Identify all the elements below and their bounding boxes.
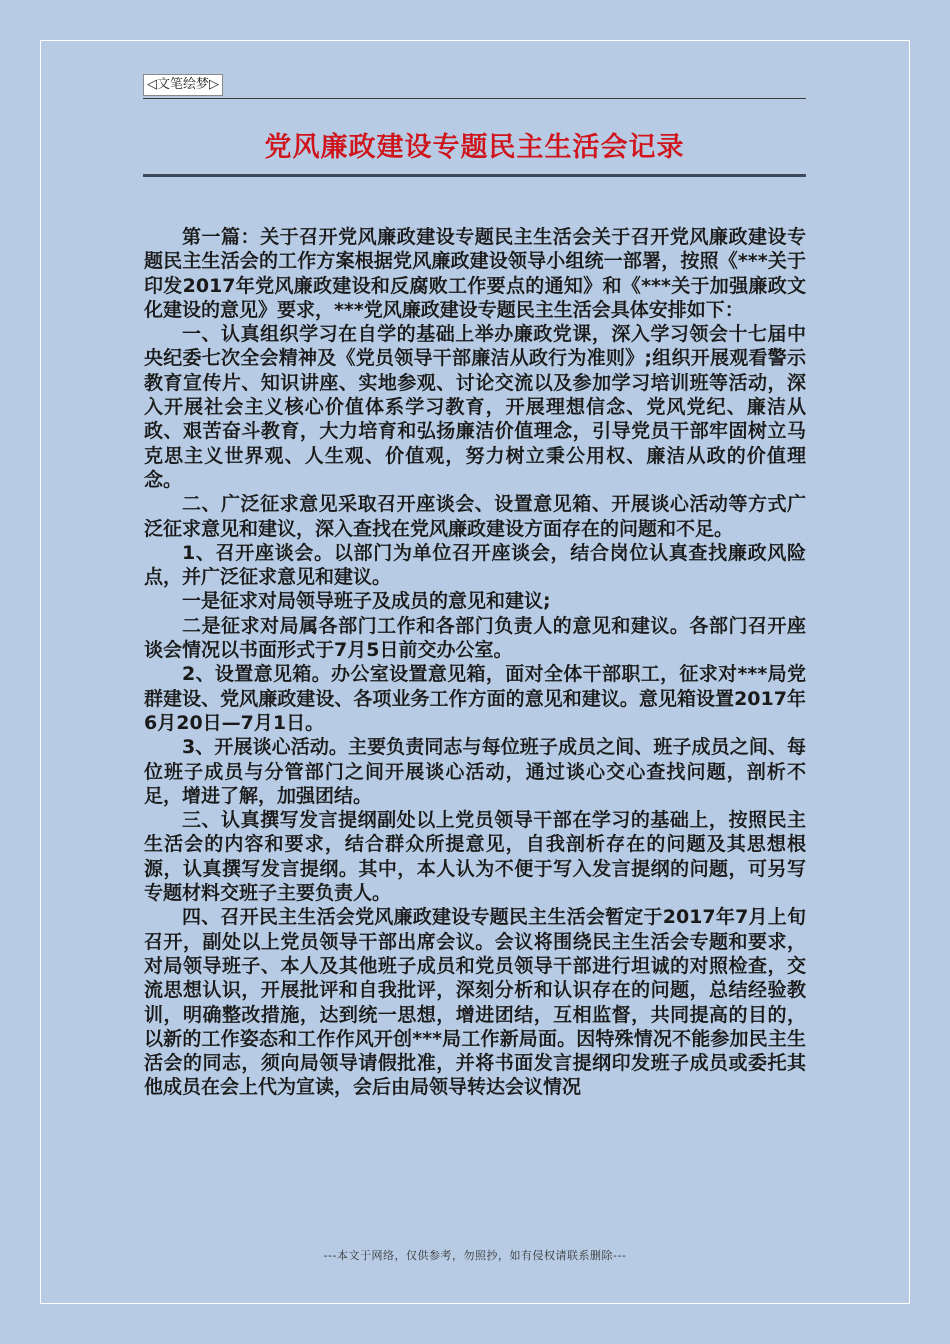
title-divider — [143, 174, 806, 177]
header-divider — [143, 98, 806, 99]
paragraph: 一、认真组织学习在自学的基础上举办廉政党课，深入学习领会十七届中央纪委七次全会精神及《党员领导干部廉洁从政行为准则》;组织开展观看警示教育宣传片、知识讲座、实地参观、讨论交流以及参加学习培训班等活动，深入开展社会主义核心价值体系学习教育，开展理想信念、党风党纪、廉洁从政、艰苦奋斗教育，大力培育和弘扬廉洁价值理念，引导党员干部牢固树立马克思主义世界观、人生观、价值观，努力树立秉公用权、廉洁从政的价值理念。 — [144, 323, 806, 491]
footer-disclaimer: ---本文于网络，仅供参考，勿照抄，如有侵权请联系删除--- — [323, 1249, 627, 1262]
paragraph: 三、认真撰写发言提纲副处以上党员领导干部在学习的基础上，按照民主生活会的内容和要求，结合群众所提意见，自我剖析存在的问题及其思想根源，认真撰写发言提纲。其中，本人认为不便于写入发言提纲的问题，可另写专题材料交班子主要负责人。 — [144, 809, 806, 905]
paragraph: 2、设置意见箱。办公室设置意见箱，面对全体干部职工，征求对***局党群建设、党风廉政建设、各项业务工作方面的意见和建议。意见箱设置2017年6月20日—7月1日。 — [144, 663, 806, 734]
paragraph: 一是征求对局领导班子及成员的意见和建议; — [182, 590, 551, 613]
paragraph: 第一篇：关于召开党风廉政建设专题民主生活会关于召开党风廉政建设专题民主生活会的工作方案根据党风廉政建设领导小组统一部署，按照《***关于印发2017年党风廉政建设和反腐败工作要点的通知》和《***关于加强廉政文化建设的意见》要求，***党风廉政建设专题民主生活会具体安排如下： — [144, 226, 806, 321]
paragraph: 二、广泛征求意见采取召开座谈会、设置意见箱、开展谈心活动等方式广泛征求意见和建议，深入查找在党风廉政建设方面存在的问题和不足。 — [144, 493, 806, 540]
paragraph: 四、召开民主生活会党风廉政建设专题民主生活会暂定于2017年7月上旬召开，副处以上党员领导干部出席会议。会议将围绕民主生活会专题和要求，对局领导班子、本人及其他班子成员和党员领导干部进行坦诚的对照检查，交流思想认识，开展批评和自我批评，深刻分析和认识存在的问题，总结经验教训，明确整改措施，达到统一思想，增进团结，互相监督，共同提高的目的，以新的工作姿态和工作作风开创***局工作新局面。因特殊情况不能参加民主生活会的同志，须向局领导请假批准，并将书面发言提纲印发班子成员或委托其他成员在会上代为宣读，会后由局领导转达会议情况 — [144, 906, 806, 1099]
paragraph: 二是征求对局属各部门工作和各部门负责人的意见和建议。各部门召开座谈会情况以书面形式于7月5日前交办公室。 — [144, 614, 806, 662]
document-title: 党风廉政建设专题民主生活会记录 — [264, 132, 685, 163]
header-logo: ◁文笔绘梦▷ — [143, 74, 223, 96]
document-body — [144, 225, 806, 1100]
paragraph: 3、开展谈心活动。主要负责同志与每位班子成员之间、班子成员之间、每位班子成员与分管部门之间开展谈心活动，通过谈心交心查找问题，剖析不足，增进了解，加强团结。 — [144, 736, 806, 807]
paragraph: 1、召开座谈会。以部门为单位召开座谈会，结合岗位认真查找廉政风险点，并广泛征求意见和建议。 — [144, 541, 806, 589]
